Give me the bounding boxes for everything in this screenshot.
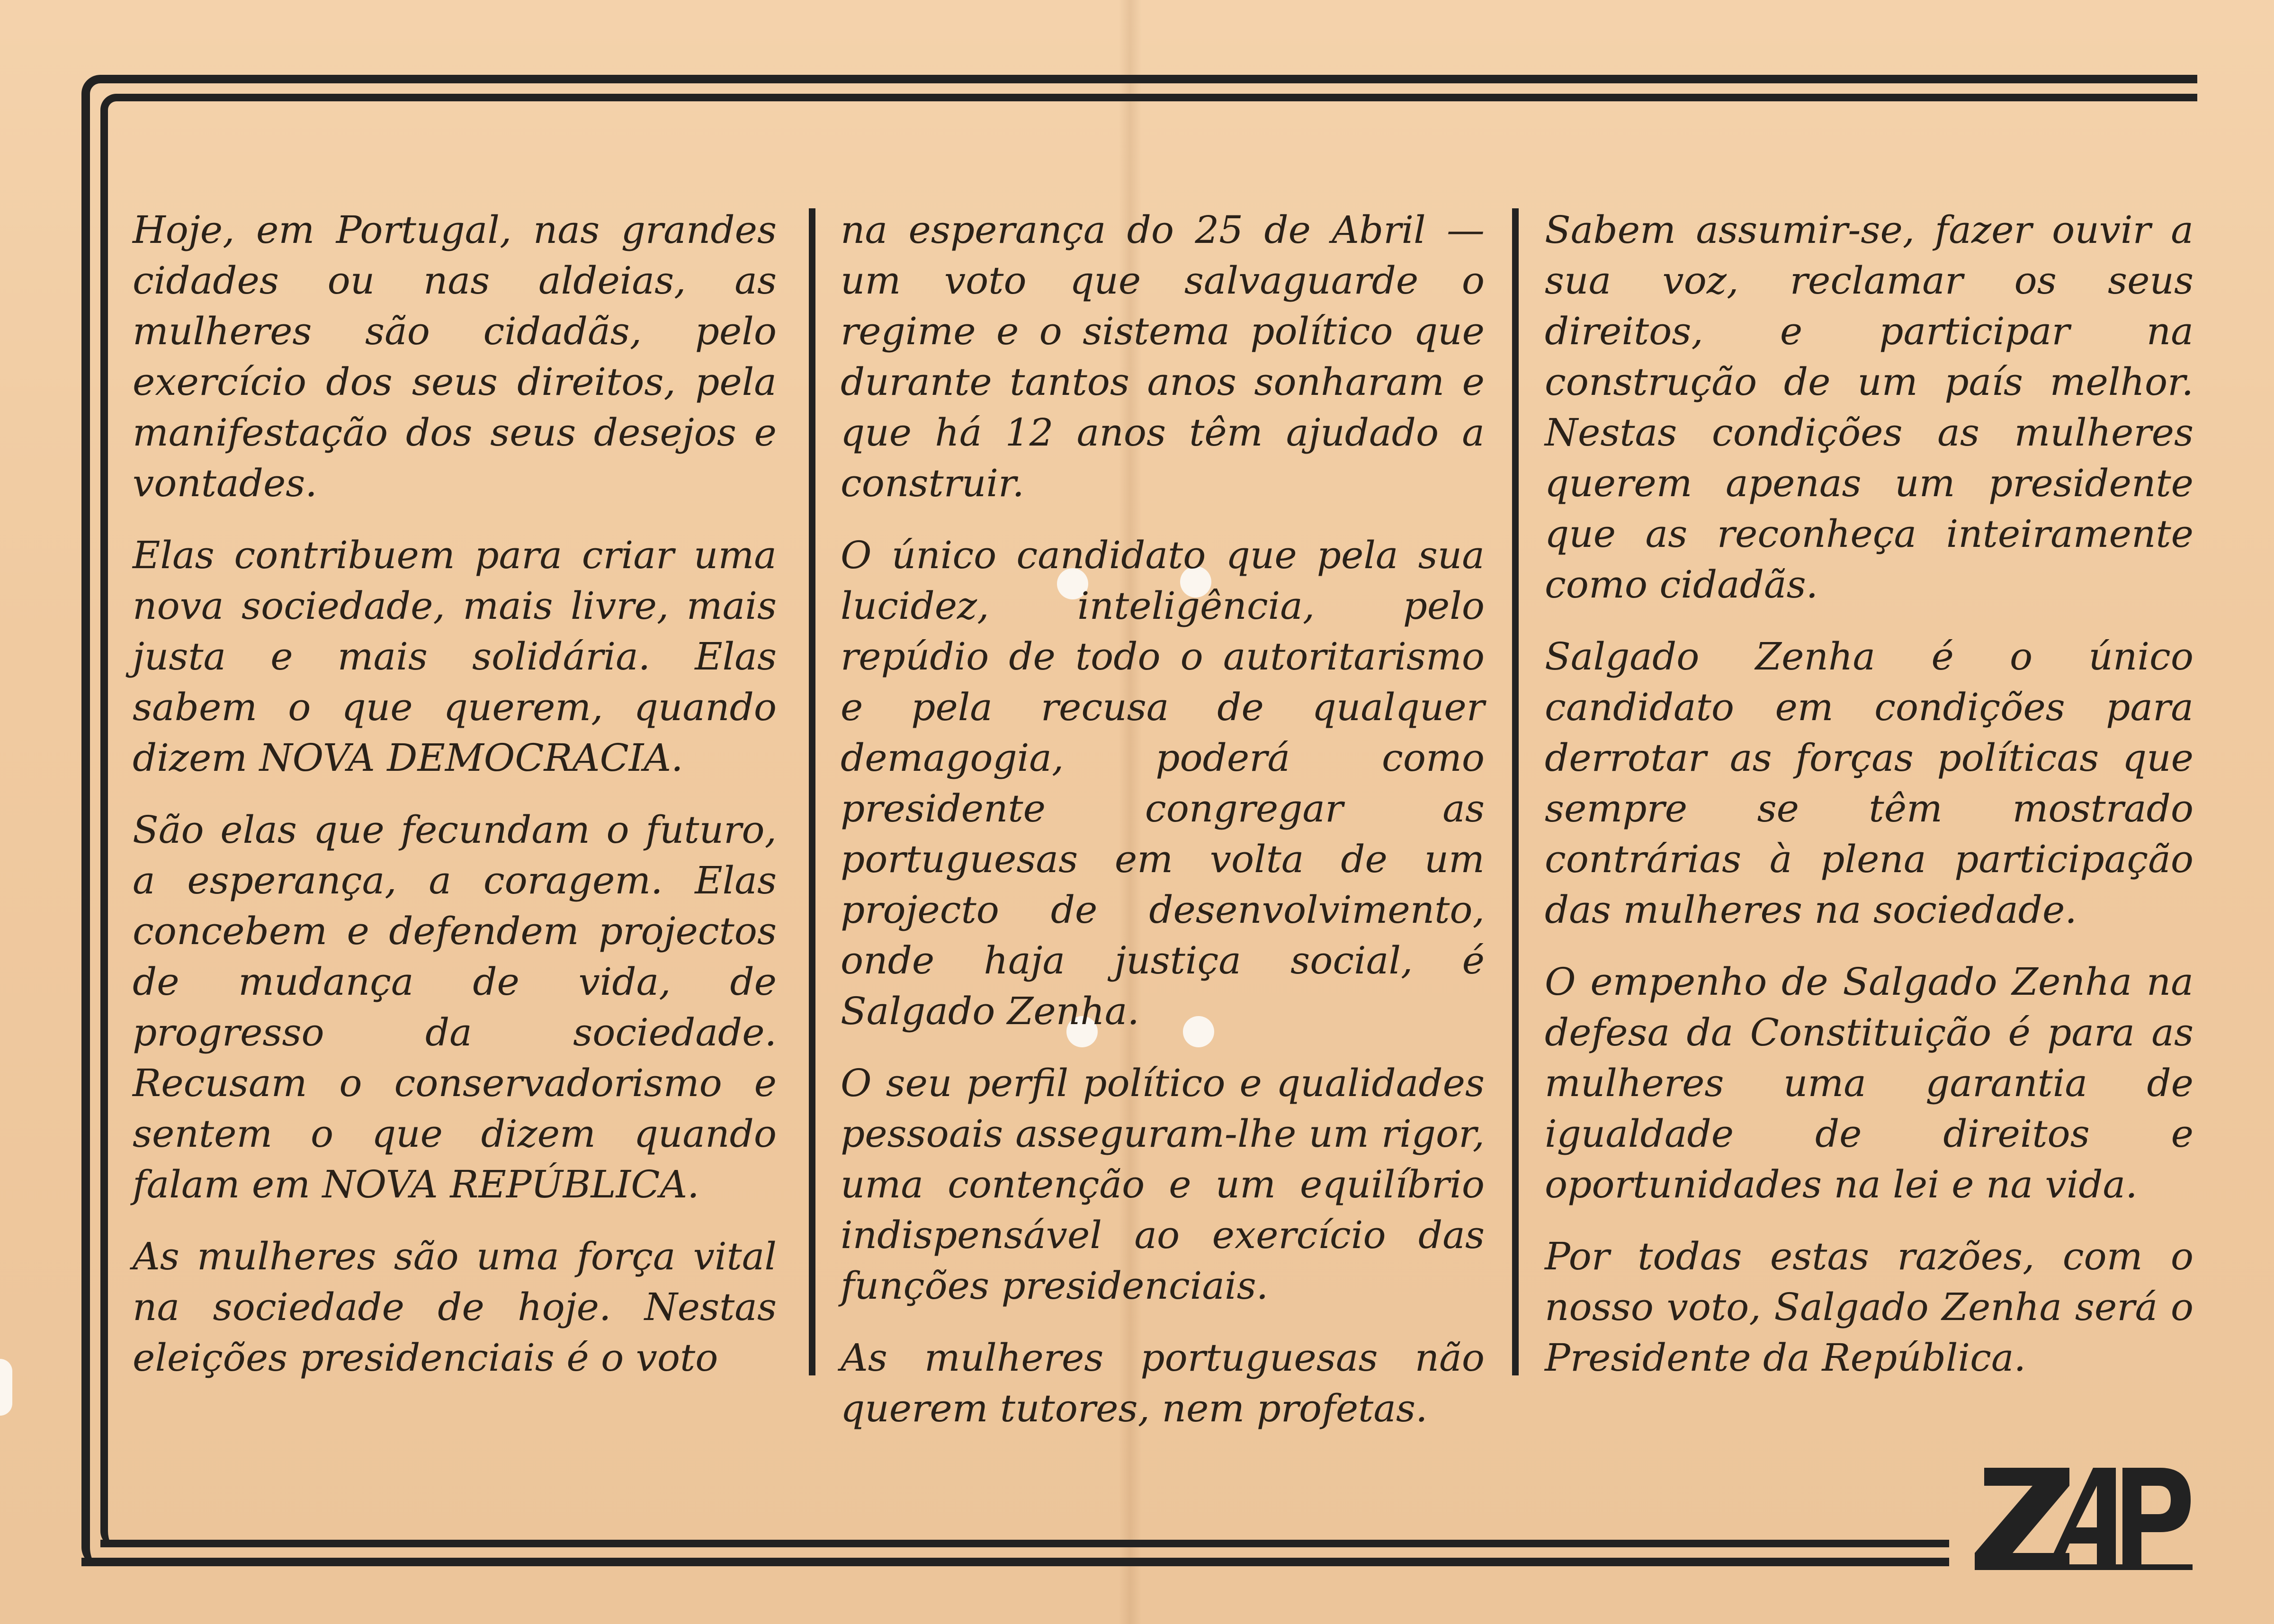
paragraph: Hoje, em Portugal, nas grandes cidades ou nas aldeias, as mulheres são cidadãs, pelo exercício dos seus direitos, pela manifestação dos seus desejos e vontades. [133,208,777,505]
paragraph: São elas que fecundam o futuro, a esperança, a coragem. Elas concebem e defendem projectos de mudança de vida, de progresso da sociedade. Recusam o conservadorismo e sentem o que dizem quando falam em NOVA REPÚBLICA. [133,808,777,1206]
text-column-2 [841,205,1485,1455]
column-divider [809,208,815,1375]
paragraph: na esperança do 25 de Abril — um voto que salvaguarde o regime e o sistema político que durante tantos anos sonharam e que há 12 anos têm ajudado a construir. [841,208,1485,505]
paragraph: O empenho de Salgado Zenha na defesa da Constituição é para as mulheres uma garantia de igualdade de direitos e oportunidades na lei e na vida. [1545,960,2193,1206]
paragraph: As mulheres são uma força vital na sociedade de hoje. Nestas eleições presidenciais é o voto [133,1234,777,1380]
paragraph: Por todas estas razões, com o nosso voto, Salgado Zenha será o Presidente da República. [1545,1234,2193,1380]
text-column-3 [1545,205,2193,1404]
paragraph: O único candidato que pela sua lucidez, inteligência, pelo repúdio de todo o autoritarismo e pela recusa de qualquer demagogia, poderá como presidente congregar as portuguesas em volta de um projecto de desenvolvimento, onde haja justiça social, é Salgado Zenha. [841,533,1485,1033]
inner-frame-bottom [100,1540,1949,1547]
paragraph: Elas contribuem para criar uma nova sociedade, mais livre, mais justa e mais solidária. Elas sabem o que querem, quando dizem NOVA DEMOCRACIA. [133,533,777,780]
paragraph: Sabem assumir-se, fazer ouvir a sua voz, reclamar os seus direitos, e participar na construção de um país melhor. Nestas condições as mulheres querem apenas um presidente que as reconheça inteiramente como cidadãs. [1545,208,2193,607]
column-divider [1512,208,1519,1375]
paragraph: As mulheres portuguesas não querem tutores, nem profetas. [841,1336,1485,1430]
zap-logo-icon [1975,1458,2193,1572]
paper-tear [0,1359,12,1416]
paragraph: O seu perfil político e qualidades pessoais asseguram-lhe um rigor, uma contenção e um equilíbrio indispensável ao exercício das funções presidenciais. [841,1061,1485,1308]
outer-frame-bottom [81,1558,1949,1566]
text-column-1 [133,205,777,1404]
paragraph: Salgado Zenha é o único candidato em condições para derrotar as forças políticas que sempre se têm mostrado contrárias à plena participação das mulheres na sociedade. [1545,634,2193,932]
